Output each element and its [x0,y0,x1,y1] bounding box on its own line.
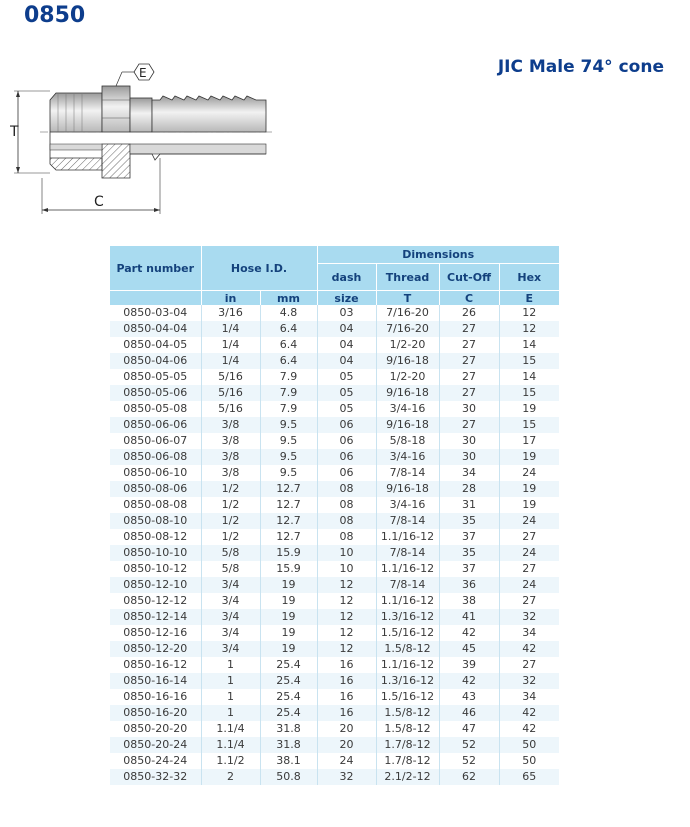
cutoff-cell: 30 [439,449,499,465]
hex-cell: 12 [499,321,559,337]
table-row [110,561,559,577]
header-part-number: Part number [110,246,201,291]
cutoff-cell: 52 [439,737,499,753]
part-number-cell: 0850-04-04 [123,322,188,335]
thread-cell: 1.7/8-12 [376,753,439,769]
part-number-cell: 0850-12-12 [123,594,188,607]
table-row [110,577,559,593]
part-number-cell: 0850-12-16 [123,626,188,639]
hose-in-cell: 3/4 [201,625,260,641]
dash-size-cell: 12 [317,625,376,641]
hose-in-cell: 1.1/4 [201,737,260,753]
hex-cell: 24 [499,513,559,529]
part-number-cell: 0850-10-10 [123,546,188,559]
thread-cell: 7/8-14 [376,577,439,593]
hose-mm-cell: 6.4 [260,353,317,369]
cutoff-cell: 52 [439,753,499,769]
dash-size-cell: 04 [317,337,376,353]
hex-cell: 42 [499,721,559,737]
dash-size-cell: 24 [317,753,376,769]
hose-mm-cell: 7.9 [260,385,317,401]
table-row [110,657,559,673]
thread-cell: 1.5/8-12 [376,705,439,721]
hose-mm-cell: 7.9 [260,369,317,385]
table-row [110,433,559,449]
hose-mm-cell: 25.4 [260,689,317,705]
thread-cell: 7/16-20 [376,321,439,337]
dimensions-table [110,246,559,785]
hex-cell: 50 [499,753,559,769]
thread-cell: 1.1/16-12 [376,657,439,673]
hex-cell: 19 [499,449,559,465]
hose-mm-cell: 7.9 [260,401,317,417]
hose-mm-cell: 12.7 [260,497,317,513]
hex-cell: 15 [499,385,559,401]
table-row [110,625,559,641]
unit-in: in [201,291,260,306]
hose-mm-cell: 9.5 [260,465,317,481]
part-number-cell: 0850-04-06 [123,354,188,367]
header-dash: dash [317,264,376,291]
table-row [110,673,559,689]
cutoff-cell: 45 [439,641,499,657]
hose-in-cell: 3/4 [201,641,260,657]
dash-size-cell: 04 [317,321,376,337]
dash-size-cell: 08 [317,497,376,513]
hose-mm-cell: 25.4 [260,673,317,689]
hose-in-cell: 1 [201,657,260,673]
thread-cell: 1.1/16-12 [376,529,439,545]
dash-size-cell: 08 [317,529,376,545]
table-row [110,609,559,625]
table-row [110,353,559,369]
hex-cell: 50 [499,737,559,753]
hex-cell: 14 [499,337,559,353]
part-number-cell: 0850-03-04 [123,306,188,319]
hex-cell: 34 [499,689,559,705]
table-row [110,641,559,657]
table-row [110,593,559,609]
cutoff-cell: 27 [439,353,499,369]
thread-cell: 7/8-14 [376,513,439,529]
table-row [110,321,559,337]
table-row [110,705,559,721]
cutoff-cell: 36 [439,577,499,593]
part-number-cell: 0850-06-08 [123,450,188,463]
hex-cell: 32 [499,609,559,625]
cutoff-cell: 42 [439,673,499,689]
cutoff-cell: 30 [439,401,499,417]
hose-mm-cell: 15.9 [260,561,317,577]
part-number-cell: 0850-10-12 [123,562,188,575]
part-number-cell: 0850-05-06 [123,386,188,399]
part-number-cell: 0850-06-10 [123,466,188,479]
hose-in-cell: 1/2 [201,481,260,497]
part-number-cell: 0850-05-05 [123,370,188,383]
hose-mm-cell: 25.4 [260,657,317,673]
dash-size-cell: 16 [317,657,376,673]
hose-in-cell: 3/8 [201,465,260,481]
hose-in-cell: 1/4 [201,353,260,369]
dash-size-cell: 16 [317,673,376,689]
hex-cell: 34 [499,625,559,641]
table-row [110,385,559,401]
cutoff-cell: 27 [439,321,499,337]
header-cutoff: Cut-Off [439,264,499,291]
thread-cell: 5/8-18 [376,433,439,449]
table-row [110,545,559,561]
thread-cell: 1.7/8-12 [376,737,439,753]
table-row [110,481,559,497]
hose-mm-cell: 9.5 [260,449,317,465]
cutoff-cell: 39 [439,657,499,673]
hex-cell: 27 [499,529,559,545]
cutoff-cell: 43 [439,689,499,705]
dash-size-cell: 32 [317,769,376,785]
cutoff-cell: 38 [439,593,499,609]
part-number-cell: 0850-16-14 [123,674,188,687]
hex-cell: 24 [499,465,559,481]
dim-t-label: T [10,124,19,140]
hose-in-cell: 1/2 [201,513,260,529]
hose-mm-cell: 12.7 [260,481,317,497]
dash-size-cell: 05 [317,369,376,385]
table-row [110,449,559,465]
header-thread: Thread [376,264,439,291]
hose-in-cell: 1 [201,689,260,705]
header-dimensions: Dimensions [317,246,559,264]
thread-cell: 2.1/2-12 [376,769,439,785]
page-title: 0850 [24,3,86,28]
hex-cell: 17 [499,433,559,449]
unit-size: size [317,291,376,306]
table-row [110,417,559,433]
hex-cell: 19 [499,481,559,497]
hose-in-cell: 1 [201,673,260,689]
thread-cell: 1.3/16-12 [376,609,439,625]
hose-mm-cell: 31.8 [260,737,317,753]
part-number-cell: 0850-08-10 [123,514,188,527]
table-body [110,305,559,785]
header-hex: Hex [499,264,559,291]
dash-size-cell: 06 [317,433,376,449]
hose-in-cell: 3/4 [201,577,260,593]
hose-mm-cell: 9.5 [260,417,317,433]
hose-in-cell: 1.1/4 [201,721,260,737]
thread-cell: 7/8-14 [376,465,439,481]
hose-mm-cell: 19 [260,641,317,657]
fitting-drawing [10,58,280,218]
thread-cell: 1.5/8-12 [376,641,439,657]
thread-cell: 1.3/16-12 [376,673,439,689]
part-number-cell: 0850-08-08 [123,498,188,511]
table-row [110,721,559,737]
hex-cell: 65 [499,769,559,785]
dim-c-label: C [94,194,104,210]
thread-cell: 7/16-20 [376,305,439,321]
hose-in-cell: 1.1/2 [201,753,260,769]
table-row [110,753,559,769]
part-number-cell: 0850-12-14 [123,610,188,623]
dash-size-cell: 04 [317,353,376,369]
dash-size-cell: 12 [317,593,376,609]
hose-in-cell: 2 [201,769,260,785]
hose-mm-cell: 19 [260,609,317,625]
hex-cell: 19 [499,401,559,417]
dash-size-cell: 20 [317,737,376,753]
table-row [110,337,559,353]
thread-cell: 3/4-16 [376,449,439,465]
hex-cell: 27 [499,593,559,609]
part-number-cell: 0850-05-08 [123,402,188,415]
dash-size-cell: 05 [317,385,376,401]
hex-cell: 19 [499,497,559,513]
cutoff-cell: 35 [439,513,499,529]
table-row [110,497,559,513]
hose-in-cell: 3/8 [201,449,260,465]
part-number-cell: 0850-06-06 [123,418,188,431]
header-hose-id: Hose I.D. [201,246,317,291]
thread-cell: 9/16-18 [376,417,439,433]
hex-cell: 27 [499,657,559,673]
cutoff-cell: 62 [439,769,499,785]
hose-in-cell: 1/2 [201,497,260,513]
hose-in-cell: 3/8 [201,433,260,449]
hex-cell: 15 [499,417,559,433]
hose-mm-cell: 9.5 [260,433,317,449]
hose-mm-cell: 4.8 [260,305,317,321]
hex-cell: 15 [499,353,559,369]
table-row [110,305,559,321]
dash-size-cell: 12 [317,577,376,593]
table-row [110,513,559,529]
unit-c: C [439,291,499,306]
dash-size-cell: 08 [317,481,376,497]
cutoff-cell: 30 [439,433,499,449]
dash-size-cell: 05 [317,401,376,417]
hose-mm-cell: 19 [260,625,317,641]
page-subtitle: JIC Male 74° cone [497,57,664,77]
dash-size-cell: 16 [317,705,376,721]
thread-cell: 1.1/16-12 [376,561,439,577]
unit-blank [110,291,201,306]
hose-in-cell: 5/8 [201,561,260,577]
hex-cell: 27 [499,561,559,577]
cutoff-cell: 27 [439,369,499,385]
part-number-cell: 0850-20-20 [123,722,188,735]
cutoff-cell: 37 [439,529,499,545]
table-row [110,401,559,417]
hose-in-cell: 1 [201,705,260,721]
cutoff-cell: 27 [439,385,499,401]
part-number-cell: 0850-16-16 [123,690,188,703]
cutoff-cell: 35 [439,545,499,561]
part-number-cell: 0850-16-12 [123,658,188,671]
thread-cell: 1.5/8-12 [376,721,439,737]
cutoff-cell: 27 [439,417,499,433]
hose-in-cell: 5/8 [201,545,260,561]
part-number-cell: 0850-04-05 [123,338,188,351]
hose-mm-cell: 19 [260,577,317,593]
thread-cell: 7/8-14 [376,545,439,561]
table-row [110,689,559,705]
dash-size-cell: 06 [317,465,376,481]
unit-mm: mm [260,291,317,306]
thread-cell: 3/4-16 [376,401,439,417]
hose-mm-cell: 25.4 [260,705,317,721]
hose-in-cell: 3/8 [201,417,260,433]
hose-mm-cell: 19 [260,593,317,609]
table-row [110,529,559,545]
cutoff-cell: 37 [439,561,499,577]
hose-in-cell: 3/4 [201,609,260,625]
thread-cell: 3/4-16 [376,497,439,513]
cutoff-cell: 46 [439,705,499,721]
table-row [110,465,559,481]
cutoff-cell: 31 [439,497,499,513]
thread-cell: 9/16-18 [376,385,439,401]
dash-size-cell: 10 [317,561,376,577]
dash-size-cell: 08 [317,513,376,529]
unit-t: T [376,291,439,306]
hose-mm-cell: 12.7 [260,513,317,529]
part-number-cell: 0850-24-24 [123,754,188,767]
hex-cell: 12 [499,305,559,321]
hex-cell: 42 [499,641,559,657]
dash-size-cell: 16 [317,689,376,705]
hose-mm-cell: 6.4 [260,337,317,353]
hose-in-cell: 1/2 [201,529,260,545]
dash-size-cell: 12 [317,609,376,625]
hose-in-cell: 5/16 [201,401,260,417]
hose-in-cell: 3/16 [201,305,260,321]
dash-size-cell: 10 [317,545,376,561]
hose-in-cell: 5/16 [201,369,260,385]
hose-mm-cell: 50.8 [260,769,317,785]
hose-in-cell: 1/4 [201,321,260,337]
unit-e: E [499,291,559,306]
hose-mm-cell: 12.7 [260,529,317,545]
dim-e-label: E [139,66,147,80]
hex-cell: 14 [499,369,559,385]
part-number-cell: 0850-20-24 [123,738,188,751]
hose-mm-cell: 38.1 [260,753,317,769]
hose-in-cell: 1/4 [201,337,260,353]
thread-cell: 1/2-20 [376,337,439,353]
dash-size-cell: 20 [317,721,376,737]
hose-mm-cell: 31.8 [260,721,317,737]
thread-cell: 9/16-18 [376,353,439,369]
cutoff-cell: 42 [439,625,499,641]
part-number-cell: 0850-12-20 [123,642,188,655]
dash-size-cell: 06 [317,449,376,465]
table-row [110,369,559,385]
hose-mm-cell: 15.9 [260,545,317,561]
hose-in-cell: 5/16 [201,385,260,401]
thread-cell: 9/16-18 [376,481,439,497]
part-number-cell: 0850-06-07 [123,434,188,447]
part-number-cell: 0850-32-32 [123,770,188,783]
dash-size-cell: 03 [317,305,376,321]
hex-cell: 24 [499,545,559,561]
hex-cell: 32 [499,673,559,689]
thread-cell: 1.5/16-12 [376,625,439,641]
cutoff-cell: 34 [439,465,499,481]
cutoff-cell: 47 [439,721,499,737]
cutoff-cell: 26 [439,305,499,321]
hose-in-cell: 3/4 [201,593,260,609]
cutoff-cell: 28 [439,481,499,497]
hex-cell: 42 [499,705,559,721]
part-number-cell: 0850-16-20 [123,706,188,719]
table-row [110,737,559,753]
thread-cell: 1.1/16-12 [376,593,439,609]
part-number-cell: 0850-08-12 [123,530,188,543]
hex-cell: 24 [499,577,559,593]
part-number-cell: 0850-08-06 [123,482,188,495]
cutoff-cell: 41 [439,609,499,625]
thread-cell: 1.5/16-12 [376,689,439,705]
thread-cell: 1/2-20 [376,369,439,385]
dash-size-cell: 06 [317,417,376,433]
dash-size-cell: 12 [317,641,376,657]
cutoff-cell: 27 [439,337,499,353]
part-number-cell: 0850-12-10 [123,578,188,591]
hose-mm-cell: 6.4 [260,321,317,337]
table-row [110,769,559,785]
